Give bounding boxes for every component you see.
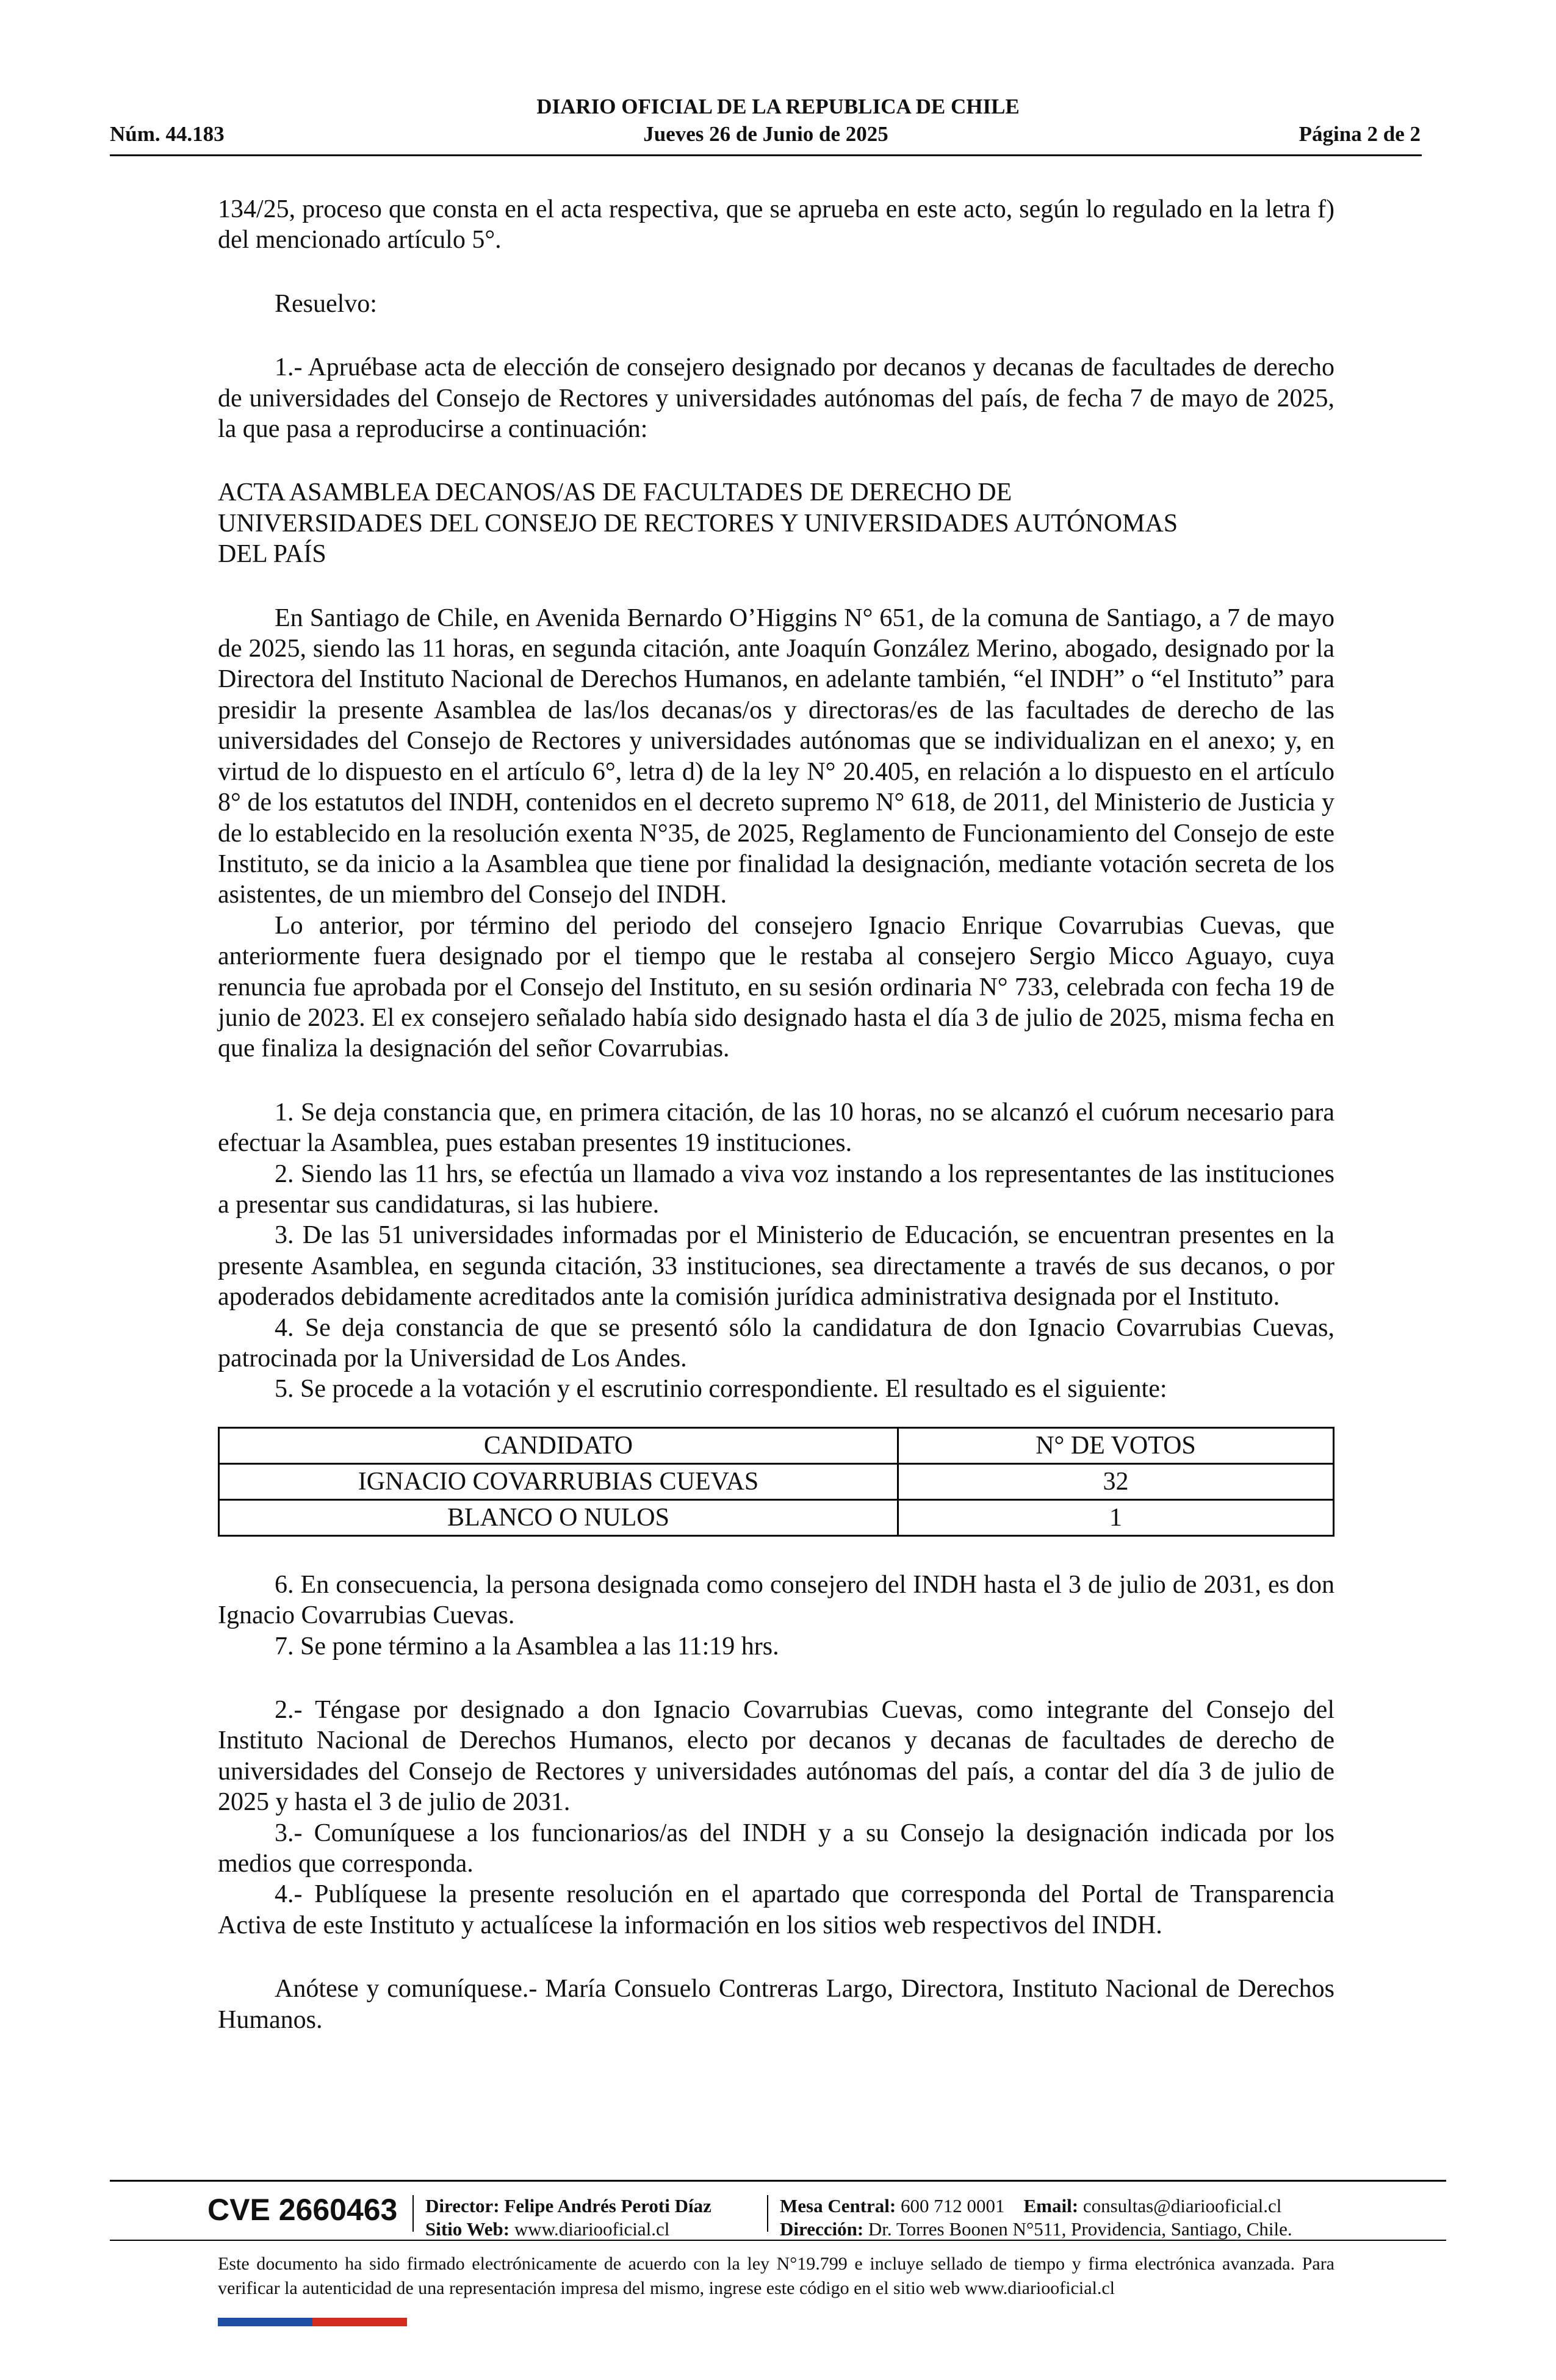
website-link[interactable]: www.diariooficial.cl xyxy=(514,2218,670,2240)
email-link[interactable]: consultas@diariooficial.cl xyxy=(1082,2195,1282,2216)
acta-opening-paragraph: En Santiago de Chile, en Avenida Bernardo O’Higgins N° 651, de la comuna de Santiago, a 7 de mayo de 2025, siendo las 11 horas, en segunda citación, ante Joaquín González Merino, abogado, designado por la Directora del Instituto Nacional de Derechos Humanos, en adelante también, “el INDH” o “el Instituto” para presidir la presente Asamblea de las/los decanas/os y directoras/es de las facultades de derecho de las universidades del Consejo de Rectores y universidades autónomas que se individualizan en el anexo; y, en virtud de lo dispuesto en el artículo 6°, letra d) de la ley N° 20.405, en relación a lo dispuesto en el artículo 8° de los estatutos del INDH, contenidos en el decreto supremo N° 618, de 2011, del Ministerio de Justicia y de lo establecido en la resolución exenta N°35, de 2025, Reglamento de Funcionamiento del Consejo de este Instituto, se da inicio a la Asamblea que tiene por finalidad la designación, mediante votación secreta de los asistentes, de un miembro del Consejo del INDH. xyxy=(218,604,1334,909)
director-line xyxy=(425,2194,711,2218)
intro-paragraph: 134/25, proceso que consta en el acta respectiva, que se aprueba en este acto, según lo regulado en la letra f) del mencionado artículo 5°. xyxy=(218,195,1334,254)
mesa-label: Mesa Central: xyxy=(780,2195,896,2216)
resolution-item-1: 1.- Apruébase acta de elección de consejero designado por decanos y decanas de facultades de derecho de universidades del Consejo de Rectores y universidades autónomas del país, de fecha 7 de mayo de 2025, la que pasa a reproducirse a continuación: xyxy=(218,353,1334,444)
footer-divider-bottom xyxy=(110,2240,1446,2241)
mesa-phone: 600 712 0001 xyxy=(901,2195,1005,2216)
resolution-item-2: 2.- Téngase por designado a don Ignacio Covarrubias Cuevas, como integrante del Consejo del Instituto Nacional de Derechos Humanos, electo por decanos y decanas de facultades de derecho de universidades del Consejo de Rectores y universidades autónomas del país, a contar del día 3 de julio de 2025 y hasta el 3 de julio de 2031. xyxy=(218,1696,1334,1817)
address-label: Dirección: xyxy=(780,2218,864,2240)
vote-results-table xyxy=(218,1427,1334,1537)
flag-color-bar xyxy=(218,2318,407,2326)
issue-date: Jueves 26 de Junio de 2025 xyxy=(643,122,888,146)
director-name: Felipe Andrés Peroti Díaz xyxy=(504,2195,711,2216)
resolution-item-4: 4.- Publíquese la presente resolución en el apartado que corresponda del Portal de Transparencia Activa de este Instituto y actualícese la información en los sitios web respectivos del INDH. xyxy=(218,1880,1334,1939)
table-row xyxy=(219,1499,1334,1535)
page-indicator: Página 2 de 2 xyxy=(1298,122,1421,146)
footer-separator xyxy=(412,2195,414,2232)
column-header-candidate: CANDIDATO xyxy=(219,1427,898,1463)
acta-title-line-2: UNIVERSIDADES DEL CONSEJO DE RECTORES Y UNIVERSIDADES AUTÓNOMAS xyxy=(218,509,1178,538)
candidate-cell: BLANCO O NULOS xyxy=(219,1499,898,1535)
column-header-votes: N° DE VOTOS xyxy=(898,1427,1334,1463)
flag-red-segment xyxy=(312,2318,407,2326)
contact-line xyxy=(780,2194,1281,2218)
cve-code: CVE 2660463 xyxy=(207,2193,398,2227)
acta-item-6: 6. En consecuencia, la persona designada como consejero del INDH hasta el 3 de julio de 2031, es don Ignacio Covarrubias Cuevas. xyxy=(218,1570,1334,1630)
document-body xyxy=(218,194,1334,2035)
website-line xyxy=(425,2218,669,2241)
resuelvo-heading: Resuelvo: xyxy=(275,289,377,318)
footer-separator xyxy=(767,2195,768,2232)
issue-number: Núm. 44.183 xyxy=(110,122,225,146)
signature-notice: Este documento ha sido firmado electrónicamente de acuerdo con la ley N°19.799 e incluye sellado de tiempo y firma electrónica avanzada. Para verificar la autenticidad de una representación impresa del mismo, ingrese este código en el sitio web www.diariooficial.cl xyxy=(218,2254,1334,2298)
director-label: Director: xyxy=(425,2195,500,2216)
table-header-row xyxy=(219,1427,1334,1463)
votes-cell: 32 xyxy=(898,1463,1334,1499)
publication-title: DIARIO OFICIAL DE LA REPUBLICA DE CHILE xyxy=(536,95,1020,118)
acta-item-4: 4. Se deja constancia de que se presentó sólo la candidatura de don Ignacio Covarrubias Cuevas, patrocinada por la Universidad de Los Andes. xyxy=(218,1313,1334,1372)
footer-divider-top xyxy=(110,2180,1446,2182)
email-label: Email: xyxy=(1023,2195,1079,2216)
website-label: Sitio Web: xyxy=(425,2218,510,2240)
acta-item-2: 2. Siendo las 11 hrs, se efectúa un llamado a viva voz instando a los representantes de las instituciones a presentar sus candidaturas, si las hubiere. xyxy=(218,1159,1334,1219)
acta-title-line-1: ACTA ASAMBLEA DECANOS/AS DE FACULTADES DE DERECHO DE xyxy=(218,478,1012,507)
closing-signature-paragraph: Anótese y comuníquese.- María Consuelo Contreras Largo, Directora, Instituto Nacional de Derechos Humanos. xyxy=(218,1975,1334,2034)
acta-title-line-3: DEL PAÍS xyxy=(218,540,326,569)
acta-item-5: 5. Se procede a la votación y el escrutinio correspondiente. El resultado es el siguiente: xyxy=(275,1375,1167,1404)
acta-item-3: 3. De las 51 universidades informadas por el Ministerio de Educación, se encuentran presentes en la presente Asamblea, en segunda citación, 33 instituciones, sea directamente a través de sus decanos, o por apoderados debidamente acreditados ante la comisión jurídica administrativa designada por el Instituto. xyxy=(218,1221,1334,1311)
flag-blue-segment xyxy=(218,2318,312,2326)
votes-cell: 1 xyxy=(898,1499,1334,1535)
acta-item-1: 1. Se deja constancia que, en primera citación, de las 10 horas, no se alcanzó el cuórum necesario para efectuar la Asamblea, pues estaban presentes 19 instituciones. xyxy=(218,1098,1334,1158)
table-row xyxy=(219,1463,1334,1499)
candidate-cell: IGNACIO COVARRUBIAS CUEVAS xyxy=(219,1463,898,1499)
resolution-item-3: 3.- Comuníquese a los funcionarios/as del INDH y a su Consejo la designación indicada por los medios que corresponda. xyxy=(218,1819,1334,1878)
address-value: Dr. Torres Boonen N°511, Providencia, Santiago, Chile. xyxy=(868,2218,1292,2240)
header-divider xyxy=(110,154,1422,156)
acta-item-7: 7. Se pone término a la Asamblea a las 11:19 hrs. xyxy=(275,1632,779,1661)
address-line xyxy=(780,2218,1292,2241)
acta-background-paragraph: Lo anterior, por término del periodo del consejero Ignacio Enrique Covarrubias Cuevas, que anteriormente fuera designado por el tiempo que le restaba al consejero Sergio Micco Aguayo, cuya renuncia fue aprobada por el Consejo del Instituto, en su sesión ordinaria N° 733, celebrada con fecha 19 de junio de 2023. El ex consejero señalado había sido designado hasta el día 3 de julio de 2025, misma fecha en que finaliza la designación del señor Covarrubias. xyxy=(218,911,1334,1063)
